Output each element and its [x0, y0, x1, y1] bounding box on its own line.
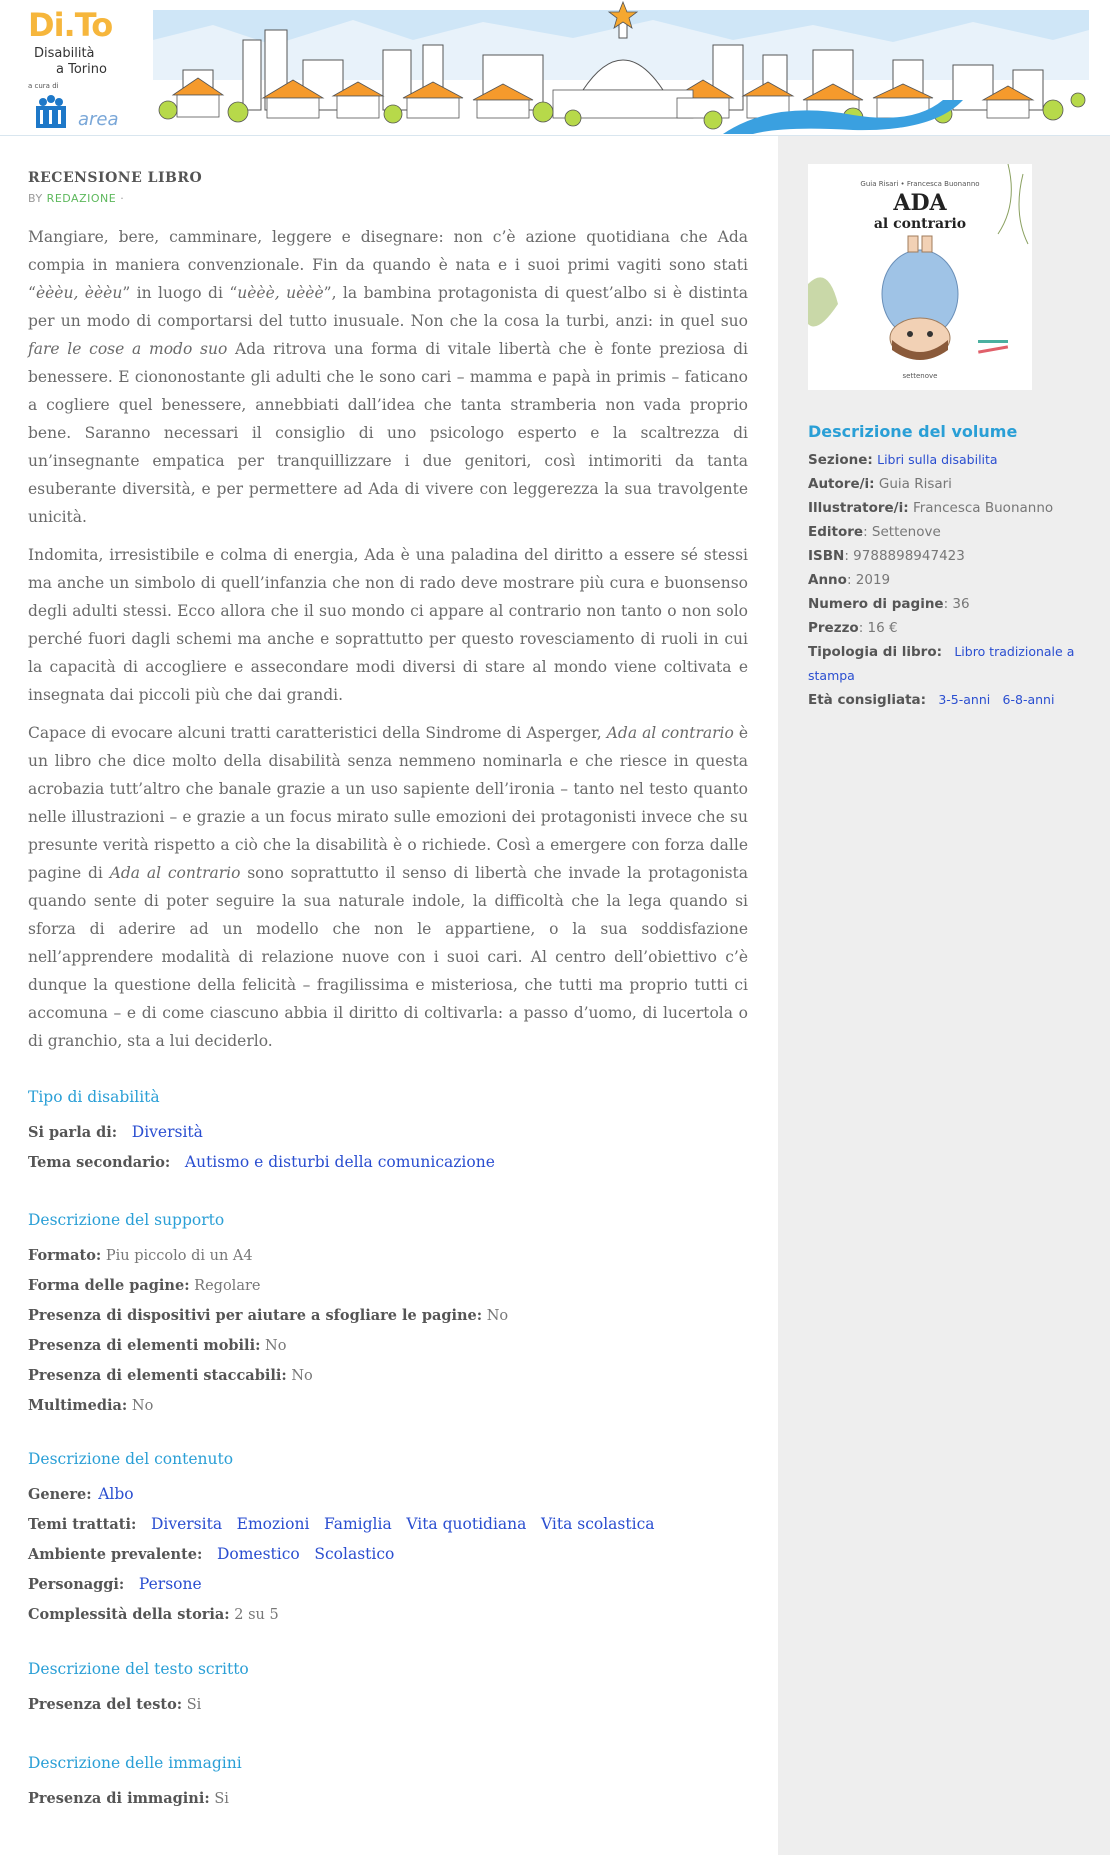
- tag-link[interactable]: Domestico: [216, 1545, 300, 1563]
- eta-tag[interactable]: 3-5-anni: [938, 692, 991, 707]
- header-city-illustration: [153, 0, 1089, 134]
- tag-link[interactable]: Vita scolastica: [540, 1515, 655, 1533]
- tema-label: Tema secondario:: [28, 1154, 171, 1171]
- logo-brand: Di.To: [28, 6, 113, 44]
- author-link[interactable]: REDAZIONE: [46, 192, 117, 205]
- illustratore-label: Illustratore/i:: [808, 500, 909, 516]
- si-parla-row: [28, 1118, 748, 1148]
- editore-value: : Settenove: [863, 524, 941, 540]
- logo-subtitle-line1: Disabilità: [34, 46, 95, 61]
- book-title-emphasis: Ada al contrario: [109, 864, 241, 882]
- row-label: Presenza del testo:: [28, 1696, 183, 1713]
- tipologia-link[interactable]: Libro tradizionale a stampa: [808, 644, 1075, 683]
- row-value: Si: [214, 1791, 229, 1807]
- byline-by: BY: [28, 192, 43, 205]
- volume-tipologia-row: [808, 640, 1093, 688]
- tag-link[interactable]: Diversità: [131, 1123, 203, 1141]
- immagini-row: [28, 1784, 748, 1814]
- article-body: [28, 223, 748, 1055]
- row-value: Regolare: [194, 1278, 261, 1294]
- anno-label: Anno: [808, 572, 847, 588]
- p1-emphasis: fare le cose a modo suo: [28, 340, 228, 358]
- volume-sezione-row: [808, 448, 1093, 472]
- p3-text: Capace di evocare alcuni tratti caratteristici della Sindrome di Asperger,: [28, 724, 607, 742]
- supporto-row: [28, 1271, 748, 1301]
- tag-link[interactable]: Emozioni: [236, 1515, 310, 1533]
- section-title: Descrizione del supporto: [28, 1211, 225, 1229]
- post-byline: [28, 192, 748, 205]
- sezione-label: Sezione:: [808, 452, 873, 468]
- row-value: Si: [186, 1697, 202, 1713]
- isbn-label: ISBN: [808, 548, 845, 564]
- volume-title: Descrizione del volume: [808, 422, 1018, 441]
- article-main: [28, 170, 748, 1065]
- logo-subtitle: [28, 46, 148, 78]
- pagine-value: : 36: [943, 596, 970, 612]
- personaggi-row: [28, 1570, 748, 1600]
- complessita-label: Complessità della storia:: [28, 1606, 230, 1623]
- tag-link[interactable]: Scolastico: [314, 1545, 395, 1563]
- personaggi-label: Personaggi:: [28, 1576, 125, 1593]
- section-supporto: [28, 1211, 748, 1421]
- tag-link[interactable]: Diversita: [150, 1515, 223, 1533]
- row-value: No: [131, 1398, 154, 1414]
- p3-text: sono soprattutto il senso di libertà che invade la protagonista quando sente di poter seguire la sua naturale indole, la difficoltà che la lega quando si sforza di aderire ad un modello che non le appartiene, o la sua soddisfazione nell’apprendere modalità di relazione nuove con i suoi cari. Al centro dell’obiettivo c’è dunque la questione della felicità – fragilissima e misteriosa, che tutti ma proprio tutti ci accomuna – e di come ciascuno abbia il diritto di coltivarla: a passo d’uomo, di lucertola o di granchio, sta a lui deciderlo.: [28, 864, 749, 1050]
- volume-description: [808, 420, 1093, 712]
- supporto-row: [28, 1241, 748, 1271]
- tema-secondario-row: [28, 1148, 748, 1178]
- article-paragraph: [28, 719, 748, 1055]
- p3-text: è un libro che dice molto della disabilità senza nemmeno nominarla e che riesce in questa acrobazia tutt’altro che banale grazie a un uso sapiente dell’ironia – tanto nel testo quanto nelle illustrazioni – e grazie a un focus mirato sulle emozioni dei protagonisti invece che su presunte verità rispetto a ciò che la disabilità è o richiede. Così a emergere con forza dalle pagine di: [28, 724, 748, 882]
- supporto-row: [28, 1391, 748, 1421]
- supporto-row: [28, 1301, 748, 1331]
- supporto-row: [28, 1331, 748, 1361]
- volume-anno-row: [808, 568, 1093, 592]
- p1-text: Mangiare, bere, camminare, leggere e disegnare: non c’è azione quotidiana che Ada compia in maniera convenzionale. Fin da quando è nata e i suoi primi vagiti sono stati “: [28, 228, 748, 302]
- site-logo[interactable]: [28, 6, 148, 131]
- p1-text: ” in luogo di “: [122, 284, 238, 302]
- row-label: Multimedia:: [28, 1397, 128, 1414]
- volume-prezzo-row: [808, 616, 1093, 640]
- tag-link[interactable]: Autismo e disturbi della comunicazione: [184, 1153, 495, 1171]
- sezione-link[interactable]: Libri sulla disabilita: [877, 452, 998, 467]
- row-value: No: [486, 1308, 509, 1324]
- cover-publisher: settenove: [902, 372, 938, 380]
- cover-title-line1: ADA: [893, 190, 947, 216]
- testo-row: [28, 1690, 748, 1720]
- post-category: RECENSIONE LIBRO: [28, 170, 203, 186]
- byline-separator: ·: [120, 192, 125, 205]
- sidebar: [778, 136, 1110, 1855]
- temi-label: Temi trattati:: [28, 1516, 137, 1533]
- logo-a-cura-di: a cura di: [28, 82, 59, 90]
- row-label: Formato:: [28, 1247, 102, 1264]
- volume-eta-row: [808, 688, 1093, 712]
- pagine-label: Numero di pagine: [808, 596, 944, 612]
- org-logo: [34, 92, 144, 132]
- row-value: Piu piccolo di un A4: [105, 1248, 253, 1264]
- section-testo: [28, 1660, 748, 1720]
- p1-text: Ada ritrova una forma di vitale libertà che è fonte preziosa di benessere. E ciononostante gli adulti che le sono cari – mamma e papà in primis – faticano a cogliere quel benessere, annebbiati dall’idea che tanta stramberia non vada proprio bene. Saranno necessari il consiglio di uno psicologo esperto e la scaltrezza di un’insegnante empatica per tranquillizzare i due genitori, così intimoriti da tanta esuberante diversità, e per permettere ad Ada di vivere con leggerezza la sua travolgente unicità.: [28, 340, 748, 526]
- section-disabilita: [28, 1088, 748, 1178]
- tag-link[interactable]: Persone: [138, 1575, 202, 1593]
- section-title: Tipo di disabilità: [28, 1088, 160, 1106]
- ambiente-row: [28, 1540, 748, 1570]
- row-label: Presenza di elementi staccabili:: [28, 1367, 287, 1384]
- p1-emphasis: èèèu, èèèu: [35, 284, 123, 302]
- prezzo-value: : 16 €: [858, 620, 898, 636]
- row-label: Presenza di dispositivi per aiutare a sfogliare le pagine:: [28, 1307, 483, 1324]
- p1-text: ”, la bambina protagonista di quest’albo si è distinta per un modo di comportarsi del tutto inusuale. Non che la cosa la turbi, anzi: in quel suo: [28, 284, 748, 330]
- section-title: Descrizione del contenuto: [28, 1450, 234, 1468]
- illustratore-value: Francesca Buonanno: [912, 500, 1054, 516]
- si-parla-label: Si parla di:: [28, 1124, 118, 1141]
- eta-label: Età consigliata:: [808, 692, 927, 708]
- book-cover-image: [808, 164, 1032, 390]
- eta-tag[interactable]: 6-8-anni: [1002, 692, 1055, 707]
- tipologia-label: Tipologia di libro:: [808, 644, 943, 660]
- autore-label: Autore/i:: [808, 476, 875, 492]
- cover-title-line2: al contrario: [873, 216, 967, 232]
- ambiente-label: Ambiente prevalente:: [28, 1546, 203, 1563]
- section-title: Descrizione del testo scritto: [28, 1660, 249, 1678]
- tag-link[interactable]: Vita quotidiana: [406, 1515, 527, 1533]
- row-value: No: [265, 1338, 287, 1354]
- editore-label: Editore: [808, 524, 864, 540]
- volume-autore-row: [808, 472, 1093, 496]
- isbn-value: : 9788898947423: [844, 548, 965, 564]
- row-value: No: [291, 1368, 313, 1384]
- volume-illustratore-row: [808, 496, 1093, 520]
- complessita-value: 2 su 5: [234, 1607, 279, 1623]
- p1-emphasis: uèèè, uèèè: [237, 284, 324, 302]
- section-title: Descrizione delle immagini: [28, 1754, 242, 1772]
- volume-isbn-row: [808, 544, 1093, 568]
- volume-pagine-row: [808, 592, 1093, 616]
- complessita-row: [28, 1600, 748, 1630]
- temi-row: [28, 1510, 748, 1540]
- logo-subtitle-line2: a Torino: [56, 62, 107, 77]
- autore-value: Guia Risari: [878, 476, 952, 492]
- cover-authors: Guia Risari • Francesca Buonanno: [860, 180, 980, 188]
- section-immagini: [28, 1754, 748, 1814]
- row-label: Forma delle pagine:: [28, 1277, 190, 1294]
- org-logo-text: area: [78, 109, 119, 130]
- genere-row: [28, 1480, 748, 1510]
- site-header: [0, 0, 1110, 136]
- supporto-row: [28, 1361, 748, 1391]
- row-label: Presenza di immagini:: [28, 1790, 210, 1807]
- genere-label: Genere:: [28, 1486, 92, 1503]
- article-paragraph: [28, 223, 748, 531]
- prezzo-label: Prezzo: [808, 620, 859, 636]
- book-title-emphasis: Ada al contrario: [606, 724, 734, 742]
- row-label: Presenza di elementi mobili:: [28, 1337, 261, 1354]
- volume-editore-row: [808, 520, 1093, 544]
- tag-link[interactable]: Famiglia: [324, 1515, 392, 1533]
- section-contenuto: [28, 1450, 748, 1630]
- article-paragraph: Indomita, irresistibile e colma di energia, Ada è una paladina del diritto a essere sé stessi ma anche un simbolo di quell’infanzia che non di rado deve mostrare più cura e buonsenso degli adulti stessi. Ecco allora che il suo mondo ci appare al contrario non tanto o non solo perché fuori dagli schemi ma anche e soprattutto per questo rovesciamento di ruoli in cui la capacità di accogliere e assecondare modi diversi di stare al mondo viene coltivata e insegnata dai piccoli più che dai grandi.: [28, 546, 748, 704]
- anno-value: : 2019: [846, 572, 891, 588]
- tag-link[interactable]: Albo: [98, 1485, 134, 1503]
